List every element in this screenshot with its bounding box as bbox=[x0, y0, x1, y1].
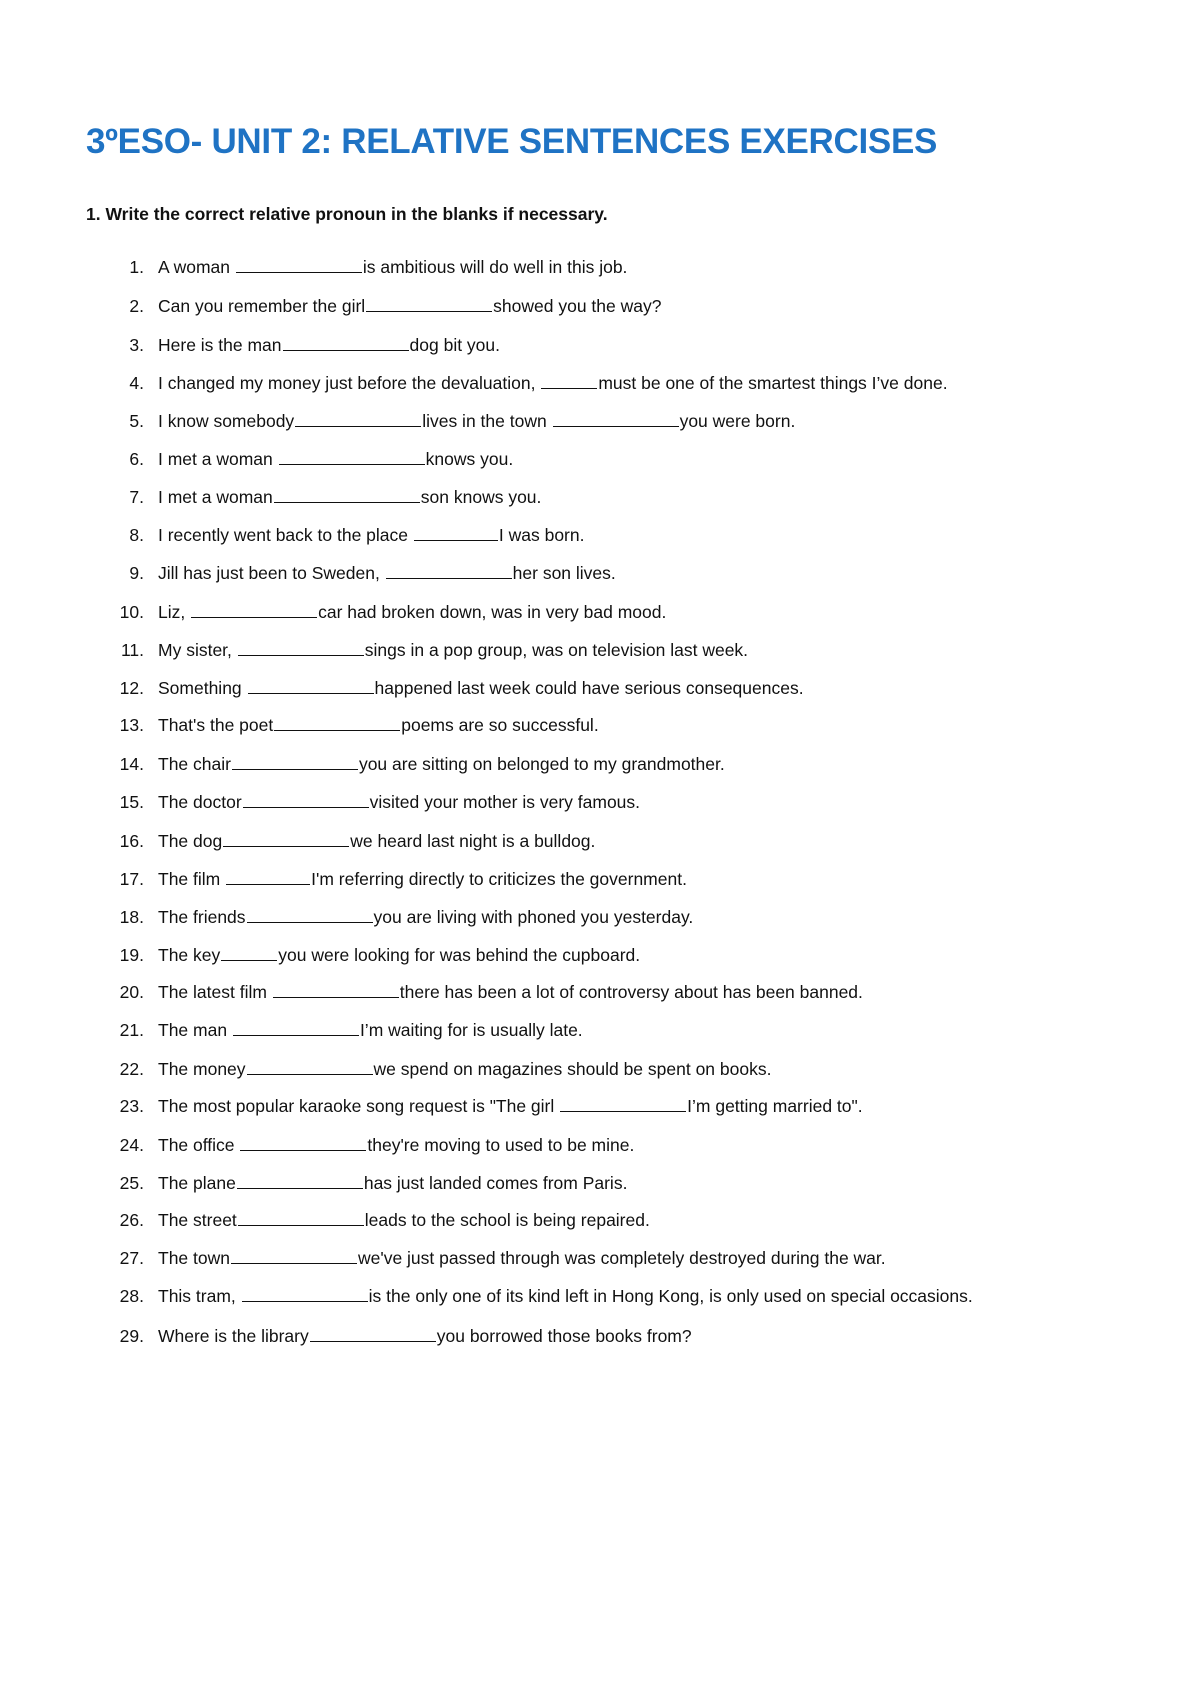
exercise-item bbox=[0, 252, 1200, 282]
item-sentence bbox=[158, 444, 513, 474]
item-sentence bbox=[158, 710, 599, 740]
item-sentence bbox=[158, 252, 627, 282]
answer-blank[interactable] bbox=[248, 675, 374, 694]
answer-blank[interactable] bbox=[223, 828, 349, 847]
sentence-start: Here is the man bbox=[158, 335, 282, 355]
exercise-item bbox=[0, 749, 1200, 779]
item-number: 14. bbox=[119, 754, 144, 774]
sentence-end: is the only one of its kind left in Hong Kong, is only used on special occasions. bbox=[368, 1286, 973, 1306]
exercise-item bbox=[0, 673, 1200, 703]
sentence-end: leads to the school is being repaired. bbox=[364, 1210, 650, 1230]
sentence-start: The most popular karaoke song request is "The girl bbox=[158, 1096, 560, 1116]
item-number: 26. bbox=[119, 1210, 144, 1230]
answer-blank[interactable] bbox=[238, 637, 364, 656]
sentence-end: I was born. bbox=[498, 525, 585, 545]
sentence-start: The plane bbox=[158, 1173, 236, 1193]
sentence-end: her son lives. bbox=[512, 563, 616, 583]
item-number: 16. bbox=[119, 831, 144, 851]
item-number: 27. bbox=[119, 1248, 144, 1268]
item-sentence bbox=[158, 406, 795, 436]
exercise-item bbox=[0, 826, 1200, 856]
item-sentence bbox=[158, 1321, 692, 1351]
exercise-item bbox=[0, 291, 1200, 321]
item-number: 1. bbox=[129, 257, 144, 277]
answer-blank[interactable] bbox=[191, 599, 317, 618]
answer-blank[interactable] bbox=[247, 904, 373, 923]
item-number: 8. bbox=[129, 525, 144, 545]
exercise-instruction: 1. Write the correct relative pronoun in the blanks if necessary. bbox=[86, 204, 608, 224]
item-sentence bbox=[158, 1168, 627, 1198]
sentence-end: I'm referring directly to criticizes the government. bbox=[311, 869, 687, 889]
sentence-start: The key bbox=[158, 945, 221, 965]
answer-blank[interactable] bbox=[541, 370, 597, 389]
sentence-end: must be one of the smartest things I’ve done. bbox=[598, 373, 948, 393]
sentence-start: The man bbox=[158, 1020, 232, 1040]
item-sentence bbox=[158, 597, 666, 627]
item-number: 7. bbox=[129, 487, 144, 507]
sentence-middle: lives in the town bbox=[422, 411, 552, 431]
exercise-item bbox=[0, 902, 1200, 932]
answer-blank[interactable] bbox=[231, 1245, 357, 1264]
item-sentence bbox=[158, 482, 541, 512]
exercise-item bbox=[0, 482, 1200, 512]
sentence-start: Jill has just been to Sweden, bbox=[158, 563, 385, 583]
exercise-item bbox=[0, 1130, 1200, 1160]
worksheet-title: 3ºESO- UNIT 2: RELATIVE SENTENCES EXERCISES bbox=[86, 122, 938, 161]
answer-blank[interactable] bbox=[386, 560, 512, 579]
answer-blank[interactable] bbox=[274, 712, 400, 731]
sentence-start: The friends bbox=[158, 907, 246, 927]
answer-blank[interactable] bbox=[226, 866, 310, 885]
answer-blank[interactable] bbox=[279, 446, 425, 465]
answer-blank[interactable] bbox=[232, 751, 358, 770]
item-number: 5. bbox=[129, 411, 144, 431]
answer-blank[interactable] bbox=[310, 1323, 436, 1342]
item-number: 25. bbox=[119, 1173, 144, 1193]
sentence-start: I changed my money just before the devaluation, bbox=[158, 373, 541, 393]
item-number: 15. bbox=[119, 792, 144, 812]
exercise-item bbox=[0, 1205, 1200, 1235]
exercise-item bbox=[0, 368, 1200, 398]
item-sentence bbox=[158, 1243, 886, 1273]
answer-blank[interactable] bbox=[414, 522, 498, 541]
item-sentence bbox=[158, 520, 584, 550]
sentence-end: you borrowed those books from? bbox=[436, 1326, 692, 1346]
answer-blank[interactable] bbox=[237, 1170, 363, 1189]
exercise-item bbox=[0, 710, 1200, 740]
item-sentence bbox=[158, 1281, 973, 1311]
item-sentence bbox=[158, 902, 693, 932]
item-sentence bbox=[158, 749, 725, 779]
exercise-item bbox=[0, 597, 1200, 627]
item-number: 18. bbox=[119, 907, 144, 927]
sentence-start: The town bbox=[158, 1248, 230, 1268]
exercise-item bbox=[0, 330, 1200, 360]
exercise-item bbox=[0, 635, 1200, 665]
answer-blank[interactable] bbox=[295, 408, 421, 427]
item-number: 24. bbox=[119, 1135, 144, 1155]
item-sentence bbox=[158, 787, 640, 817]
exercise-item bbox=[0, 1091, 1200, 1121]
sentence-start: I recently went back to the place bbox=[158, 525, 413, 545]
item-sentence bbox=[158, 1205, 650, 1235]
sentence-end: sings in a pop group, was on television last week. bbox=[364, 640, 749, 660]
exercise-item bbox=[0, 1281, 1200, 1311]
exercise-item bbox=[0, 558, 1200, 588]
exercise-item bbox=[0, 977, 1200, 1007]
sentence-start: Liz, bbox=[158, 602, 191, 622]
item-number: 22. bbox=[119, 1059, 144, 1079]
item-number: 17. bbox=[119, 869, 144, 889]
answer-blank[interactable] bbox=[283, 332, 409, 351]
answer-blank[interactable] bbox=[274, 484, 420, 503]
sentence-end: son knows you. bbox=[420, 487, 542, 507]
sentence-start: A woman bbox=[158, 257, 235, 277]
exercise-item bbox=[0, 1321, 1200, 1351]
sentence-end: knows you. bbox=[425, 449, 514, 469]
sentence-start: The chair bbox=[158, 754, 231, 774]
sentence-start: That's the poet bbox=[158, 715, 274, 735]
item-number: 4. bbox=[129, 373, 144, 393]
item-sentence bbox=[158, 1091, 863, 1121]
item-sentence bbox=[158, 330, 500, 360]
item-number: 20. bbox=[119, 982, 144, 1002]
answer-blank[interactable] bbox=[221, 942, 277, 961]
item-sentence bbox=[158, 291, 661, 321]
item-sentence bbox=[158, 826, 595, 856]
item-number: 21. bbox=[119, 1020, 144, 1040]
item-number: 6. bbox=[129, 449, 144, 469]
answer-blank[interactable] bbox=[247, 1056, 373, 1075]
sentence-start: The doctor bbox=[158, 792, 242, 812]
sentence-end: I’m getting married to". bbox=[687, 1096, 863, 1116]
exercise-item bbox=[0, 444, 1200, 474]
sentence-end: has just landed comes from Paris. bbox=[363, 1173, 628, 1193]
sentence-end: they're moving to used to be mine. bbox=[367, 1135, 635, 1155]
exercise-item bbox=[0, 1168, 1200, 1198]
sentence-end: we've just passed through was completely destroyed during the war. bbox=[357, 1248, 886, 1268]
item-sentence bbox=[158, 635, 748, 665]
item-sentence bbox=[158, 673, 804, 703]
sentence-end: dog bit you. bbox=[409, 335, 501, 355]
sentence-start: The dog bbox=[158, 831, 223, 851]
item-number: 29. bbox=[119, 1326, 144, 1346]
sentence-start: The film bbox=[158, 869, 226, 889]
sentence-end: we heard last night is a bulldog. bbox=[350, 831, 596, 851]
exercise-item bbox=[0, 1054, 1200, 1084]
sentence-end: visited your mother is very famous. bbox=[369, 792, 641, 812]
item-sentence bbox=[158, 368, 948, 398]
sentence-end: you were born. bbox=[679, 411, 796, 431]
sentence-start: Can you remember the girl bbox=[158, 296, 366, 316]
sentence-start: This tram, bbox=[158, 1286, 241, 1306]
answer-blank[interactable] bbox=[366, 293, 492, 312]
answer-blank[interactable] bbox=[273, 979, 399, 998]
item-sentence bbox=[158, 1015, 583, 1045]
sentence-end: I’m waiting for is usually late. bbox=[359, 1020, 583, 1040]
answer-blank[interactable] bbox=[560, 1093, 686, 1112]
item-number: 23. bbox=[119, 1096, 144, 1116]
item-sentence bbox=[158, 1054, 771, 1084]
sentence-end: you were looking for was behind the cupboard. bbox=[278, 945, 641, 965]
sentence-start: Something bbox=[158, 678, 247, 698]
sentence-start: Where is the library bbox=[158, 1326, 309, 1346]
item-number: 10. bbox=[119, 602, 144, 622]
answer-blank[interactable] bbox=[553, 408, 679, 427]
sentence-start: The money bbox=[158, 1059, 246, 1079]
sentence-end: we spend on magazines should be spent on books. bbox=[373, 1059, 772, 1079]
sentence-start: The office bbox=[158, 1135, 240, 1155]
item-number: 2. bbox=[129, 296, 144, 316]
sentence-start: I met a woman bbox=[158, 449, 278, 469]
item-sentence bbox=[158, 940, 640, 970]
sentence-end: car had broken down, was in very bad mood. bbox=[318, 602, 667, 622]
item-sentence bbox=[158, 977, 863, 1007]
sentence-end: you are sitting on belonged to my grandmother. bbox=[358, 754, 725, 774]
sentence-start: The latest film bbox=[158, 982, 272, 1002]
item-number: 28. bbox=[119, 1286, 144, 1306]
item-sentence bbox=[158, 1130, 634, 1160]
item-number: 9. bbox=[129, 563, 144, 583]
answer-blank[interactable] bbox=[236, 254, 362, 273]
exercise-item bbox=[0, 1015, 1200, 1045]
sentence-end: there has been a lot of controversy about has been banned. bbox=[399, 982, 863, 1002]
answer-blank[interactable] bbox=[238, 1207, 364, 1226]
answer-blank[interactable] bbox=[243, 789, 369, 808]
item-number: 19. bbox=[119, 945, 144, 965]
sentence-end: showed you the way? bbox=[493, 296, 662, 316]
exercise-item bbox=[0, 864, 1200, 894]
exercise-item bbox=[0, 1243, 1200, 1273]
item-sentence bbox=[158, 558, 616, 588]
answer-blank[interactable] bbox=[240, 1132, 366, 1151]
sentence-start: The street bbox=[158, 1210, 237, 1230]
exercise-item bbox=[0, 940, 1200, 970]
sentence-end: poems are so successful. bbox=[401, 715, 599, 735]
sentence-start: I know somebody bbox=[158, 411, 295, 431]
exercise-item bbox=[0, 520, 1200, 550]
exercise-item bbox=[0, 406, 1200, 436]
item-number: 11. bbox=[120, 640, 144, 660]
item-number: 12. bbox=[119, 678, 144, 698]
item-number: 13. bbox=[119, 715, 144, 735]
exercise-item bbox=[0, 787, 1200, 817]
item-sentence bbox=[158, 864, 687, 894]
sentence-start: My sister, bbox=[158, 640, 237, 660]
sentence-end: is ambitious will do well in this job. bbox=[362, 257, 628, 277]
sentence-end: you are living with phoned you yesterday. bbox=[373, 907, 694, 927]
item-number: 3. bbox=[129, 335, 144, 355]
answer-blank[interactable] bbox=[233, 1017, 359, 1036]
sentence-start: I met a woman bbox=[158, 487, 273, 507]
sentence-end: happened last week could have serious consequences. bbox=[374, 678, 804, 698]
answer-blank[interactable] bbox=[242, 1283, 368, 1302]
